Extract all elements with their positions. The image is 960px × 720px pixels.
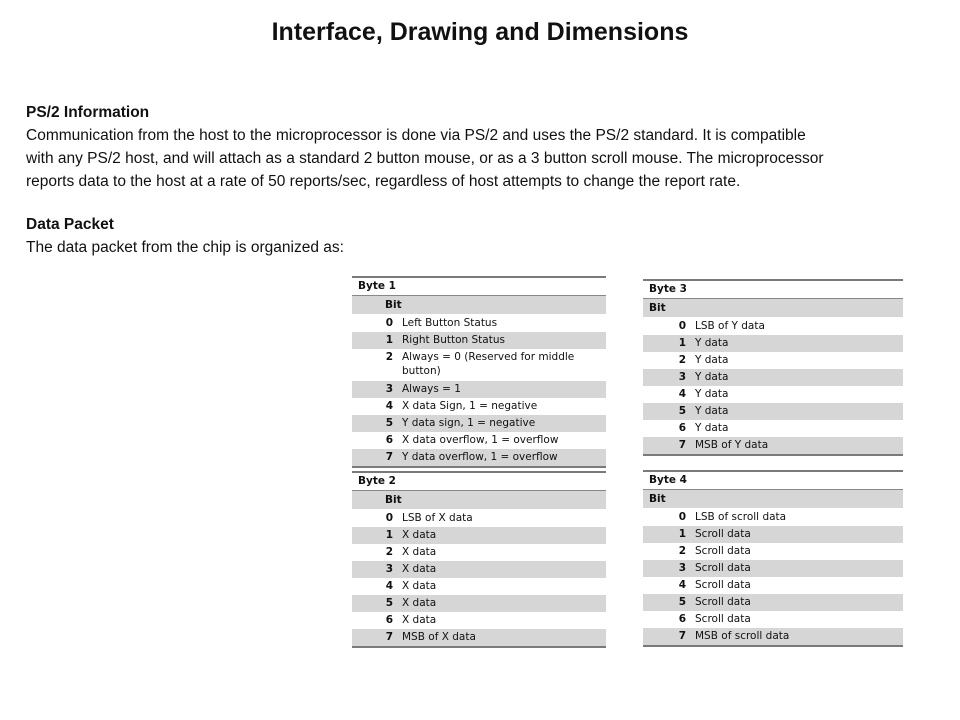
bit-number: 7 [643, 437, 695, 455]
ps2-info-section [26, 101, 926, 193]
bit-number: 7 [352, 449, 402, 467]
table-row [352, 332, 606, 349]
table-row [352, 527, 606, 544]
bit-description: Left Button Status [402, 317, 498, 329]
table-row [643, 611, 903, 628]
bit-description: LSB of scroll data [695, 511, 787, 523]
bit-description: Always = 0 (Reserved for middle button) [402, 351, 575, 377]
bit-number: 2 [385, 546, 393, 558]
bit-number: 6 [678, 422, 686, 434]
bit-number: 4 [385, 400, 393, 412]
bit-number: 3 [643, 369, 695, 386]
bit-number: 4 [385, 580, 393, 592]
table-row [352, 381, 606, 398]
byte-label: Byte 2 [352, 472, 606, 491]
bit-number: 1 [352, 332, 402, 349]
table-row [643, 437, 903, 455]
bit-description: Y data [695, 403, 903, 420]
byte-label: Byte 3 [643, 280, 903, 299]
table-row [352, 544, 606, 561]
table-row [643, 318, 903, 336]
bit-number: 0 [385, 512, 393, 524]
bit-number: 0 [678, 511, 686, 523]
ps2-info-heading: PS/2 Information [26, 104, 150, 121]
bit-number: 7 [352, 629, 402, 647]
table-row [352, 629, 606, 647]
bit-description: Always = 1 [402, 381, 606, 398]
bit-description: Y data [695, 422, 729, 434]
ps2-info-line: Communication from the host to the microprocessor is done via PS/2 and uses the PS/2 standard. It is compatible [26, 127, 806, 144]
bit-description: X data [402, 614, 437, 626]
table-row [352, 449, 606, 467]
bit-number: 6 [678, 613, 686, 625]
bit-number: 5 [643, 594, 695, 611]
bit-header: Bit [643, 299, 903, 318]
bit-description: LSB of X data [402, 512, 473, 524]
bit-header: Bit [643, 490, 903, 509]
bit-description: Y data [695, 335, 903, 352]
table-row [643, 369, 903, 386]
bit-number: 2 [678, 354, 686, 366]
table-row [643, 420, 903, 437]
byte1-table [352, 276, 606, 468]
table-row [643, 403, 903, 420]
bit-description: Y data [695, 369, 903, 386]
bit-number: 3 [352, 381, 402, 398]
bit-number: 3 [643, 560, 695, 577]
table-row [643, 509, 903, 527]
bit-number: 2 [385, 351, 393, 363]
bit-number: 3 [352, 561, 402, 578]
bit-number: 5 [352, 415, 402, 432]
bit-description: Scroll data [695, 579, 751, 591]
bit-description: Scroll data [695, 594, 903, 611]
table-row [643, 577, 903, 594]
slide-title: Interface, Drawing and Dimensions [271, 18, 689, 46]
bit-description: X data [402, 527, 606, 544]
table-row [352, 415, 606, 432]
byte2-table [352, 471, 606, 648]
table-row [643, 386, 903, 403]
bit-number: 7 [643, 628, 695, 646]
table-row [643, 543, 903, 560]
bit-description: Right Button Status [402, 332, 606, 349]
table-row [643, 560, 903, 577]
bit-description: Y data [695, 354, 729, 366]
table-row [352, 595, 606, 612]
bit-description: Y data overflow, 1 = overflow [402, 449, 606, 467]
bit-description: MSB of X data [402, 629, 606, 647]
bit-description: X data overflow, 1 = overflow [402, 434, 559, 446]
bit-description: LSB of Y data [695, 320, 765, 332]
table-row [643, 335, 903, 352]
table-row [352, 510, 606, 528]
table-row [352, 432, 606, 449]
bit-header: Bit [352, 491, 606, 510]
bit-number: 4 [678, 388, 686, 400]
bit-description: Scroll data [695, 526, 903, 543]
bit-number: 4 [678, 579, 686, 591]
table-row [352, 612, 606, 629]
bit-number: 1 [643, 335, 695, 352]
bit-description: Y data sign, 1 = negative [402, 415, 606, 432]
bit-description: Scroll data [695, 613, 751, 625]
bit-description: Scroll data [695, 560, 903, 577]
bit-description: X data [402, 561, 606, 578]
bit-description: X data [402, 580, 437, 592]
bit-header: Bit [352, 296, 606, 315]
table-row [352, 349, 606, 381]
bit-description: X data [402, 546, 437, 558]
bit-description: X data Sign, 1 = negative [402, 400, 538, 412]
bit-description: Y data [695, 388, 729, 400]
table-row [352, 315, 606, 333]
bit-number: 2 [678, 545, 686, 557]
table-row [352, 398, 606, 415]
bit-description: Scroll data [695, 545, 751, 557]
bit-number: 5 [352, 595, 402, 612]
bit-number: 6 [385, 614, 393, 626]
table-row [352, 578, 606, 595]
ps2-info-line: with any PS/2 host, and will attach as a standard 2 button mouse, or as a 3 button scroll mouse. The microprocessor [26, 150, 824, 167]
bit-number: 0 [678, 320, 686, 332]
byte3-table [643, 279, 903, 456]
data-packet-section [26, 213, 926, 259]
byte-label: Byte 1 [352, 277, 606, 296]
bit-description: X data [402, 595, 606, 612]
table-row [352, 561, 606, 578]
table-row [643, 352, 903, 369]
bit-description: MSB of Y data [695, 437, 903, 455]
table-row [643, 594, 903, 611]
bit-number: 0 [385, 317, 393, 329]
bit-number: 6 [385, 434, 393, 446]
data-packet-intro: The data packet from the chip is organized as: [26, 239, 344, 256]
data-packet-heading: Data Packet [26, 216, 114, 233]
byte4-table [643, 470, 903, 647]
ps2-info-line: reports data to the host at a rate of 50 reports/sec, regardless of host attempts to change the report rate. [26, 173, 741, 190]
bit-number: 1 [643, 526, 695, 543]
table-row [643, 526, 903, 543]
bit-number: 1 [352, 527, 402, 544]
byte-label: Byte 4 [643, 471, 903, 490]
bit-description: MSB of scroll data [695, 628, 903, 646]
table-row [643, 628, 903, 646]
bit-number: 5 [643, 403, 695, 420]
